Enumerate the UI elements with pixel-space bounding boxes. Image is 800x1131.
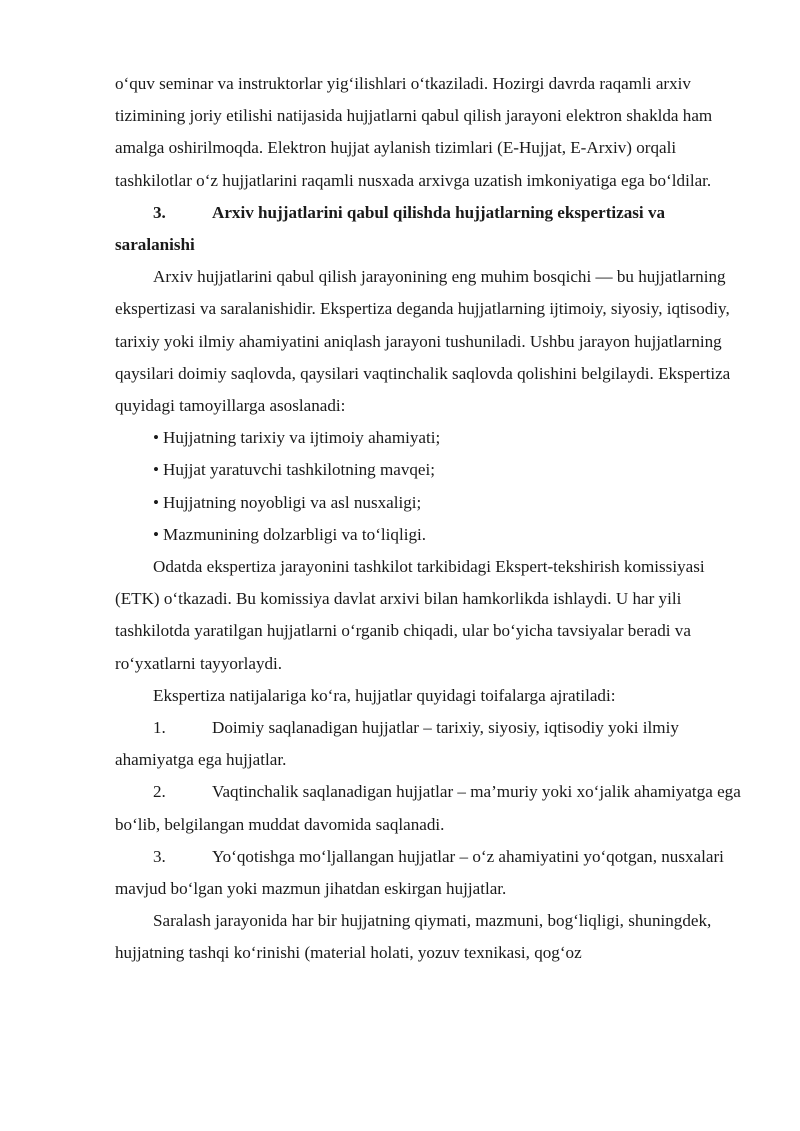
- expertise-paragraph: Arxiv hujjatlarini qabul qilish jarayonining eng muhim bosqichi — bu hujjatlarning ekspertizasi va saralanishidir. Ekspertiza deganda hujjatlarning ijtimoiy, siyosiy, iqtisodiy, tarixiy yoki ilmiy ahamiyatini aniqlash jarayoni tushuniladi. Ushbu jarayon hujjatlarning qaysilari doimiy saqlovda, qaysilari vaqtinchalik saqlovda qolishini belgilaydi. Ekspertiza quyidagi tamoyillarga asoslanadi:: [115, 267, 731, 416]
- category-item: [115, 712, 745, 776]
- category-item: [115, 776, 745, 840]
- section-title: Arxiv hujjatlarini qabul qilishda hujjatlarning ekspertizasi va saralanishi: [115, 202, 666, 255]
- category-number: 2.: [153, 782, 166, 802]
- list-item: [115, 454, 745, 486]
- list-item-text: Mazmunining dolzarbligi va to‘liqligi.: [163, 524, 427, 544]
- category-text: Doimiy saqlanadigan hujjatlar – tarixiy, siyosiy, iqtisodiy yoki ilmiy ahamiyatga ega hujjatlar.: [115, 718, 679, 770]
- section-heading: [115, 197, 745, 261]
- list-item-text: Hujjatning noyobligi va asl nusxaligi;: [163, 492, 422, 512]
- category-number: 3.: [153, 846, 166, 866]
- category-number: 1.: [153, 718, 166, 738]
- principles-list: [115, 422, 745, 551]
- intro-paragraph: o‘quv seminar va instruktorlar yig‘ilishlari o‘tkaziladi. Hozirgi davrda raqamli arxiv tizimining joriy etilishi natijasida hujjatlarni qabul qilish jarayoni elektron shaklda ham amalga oshirilmoqda. Elektron hujjat aylanish tizimlari (E-Hujjat, E-Arxiv) orqali tashkilotlar o‘z hujjatlarini raqamli nusxada arxivga uzatish imkoniyatiga ega bo‘ldilar.: [115, 74, 713, 190]
- list-item-text: Hujjatning tarixiy va ijtimoiy ahamiyati;: [163, 428, 441, 448]
- sorting-paragraph: Saralash jarayonida har bir hujjatning qiymati, mazmuni, bog‘liqligi, shuningdek, hujjatning tashqi ko‘rinishi (material holati, yozuv texnikasi, qog‘oz: [115, 911, 712, 963]
- list-item-text: Hujjat yaratuvchi tashkilotning mavqei;: [163, 460, 436, 480]
- category-text: Vaqtinchalik saqlanadigan hujjatlar – ma’muriy yoki xo‘jalik ahamiyatga ega bo‘lib, belgilangan muddat davomida saqlanadi.: [115, 782, 741, 834]
- list-item: [115, 487, 745, 519]
- section-number: 3.: [153, 202, 166, 222]
- list-item: [115, 519, 745, 551]
- document-page: [115, 68, 745, 970]
- category-text: Yo‘qotishga mo‘ljallangan hujjatlar – o‘z ahamiyatini yo‘qotgan, nusxalari mavjud bo‘lgan yoki mazmun jihatdan eskirgan hujjatlar.: [115, 846, 724, 899]
- list-item: [115, 422, 745, 454]
- bullet-icon: •: [153, 524, 159, 544]
- bullet-icon: •: [153, 492, 159, 512]
- category-item: [115, 841, 745, 905]
- categories-intro-paragraph: Ekspertiza natijalariga ko‘ra, hujjatlar quyidagi toifalarga ajratiladi:: [153, 685, 616, 705]
- etk-paragraph: Odatda ekspertiza jarayonini tashkilot tarkibidagi Ekspert-tekshirish komissiyasi (ETK) o‘tkazadi. Bu komissiya davlat arxivi bilan hamkorlikda ishlaydi. U har yili tashkilotda yaratilgan hujjatlarni o‘rganib chiqadi, ular bo‘yicha tavsiyalar beradi va ro‘yxatlarni tayyorlaydi.: [115, 557, 705, 673]
- bullet-icon: •: [153, 428, 159, 448]
- bullet-icon: •: [153, 460, 159, 480]
